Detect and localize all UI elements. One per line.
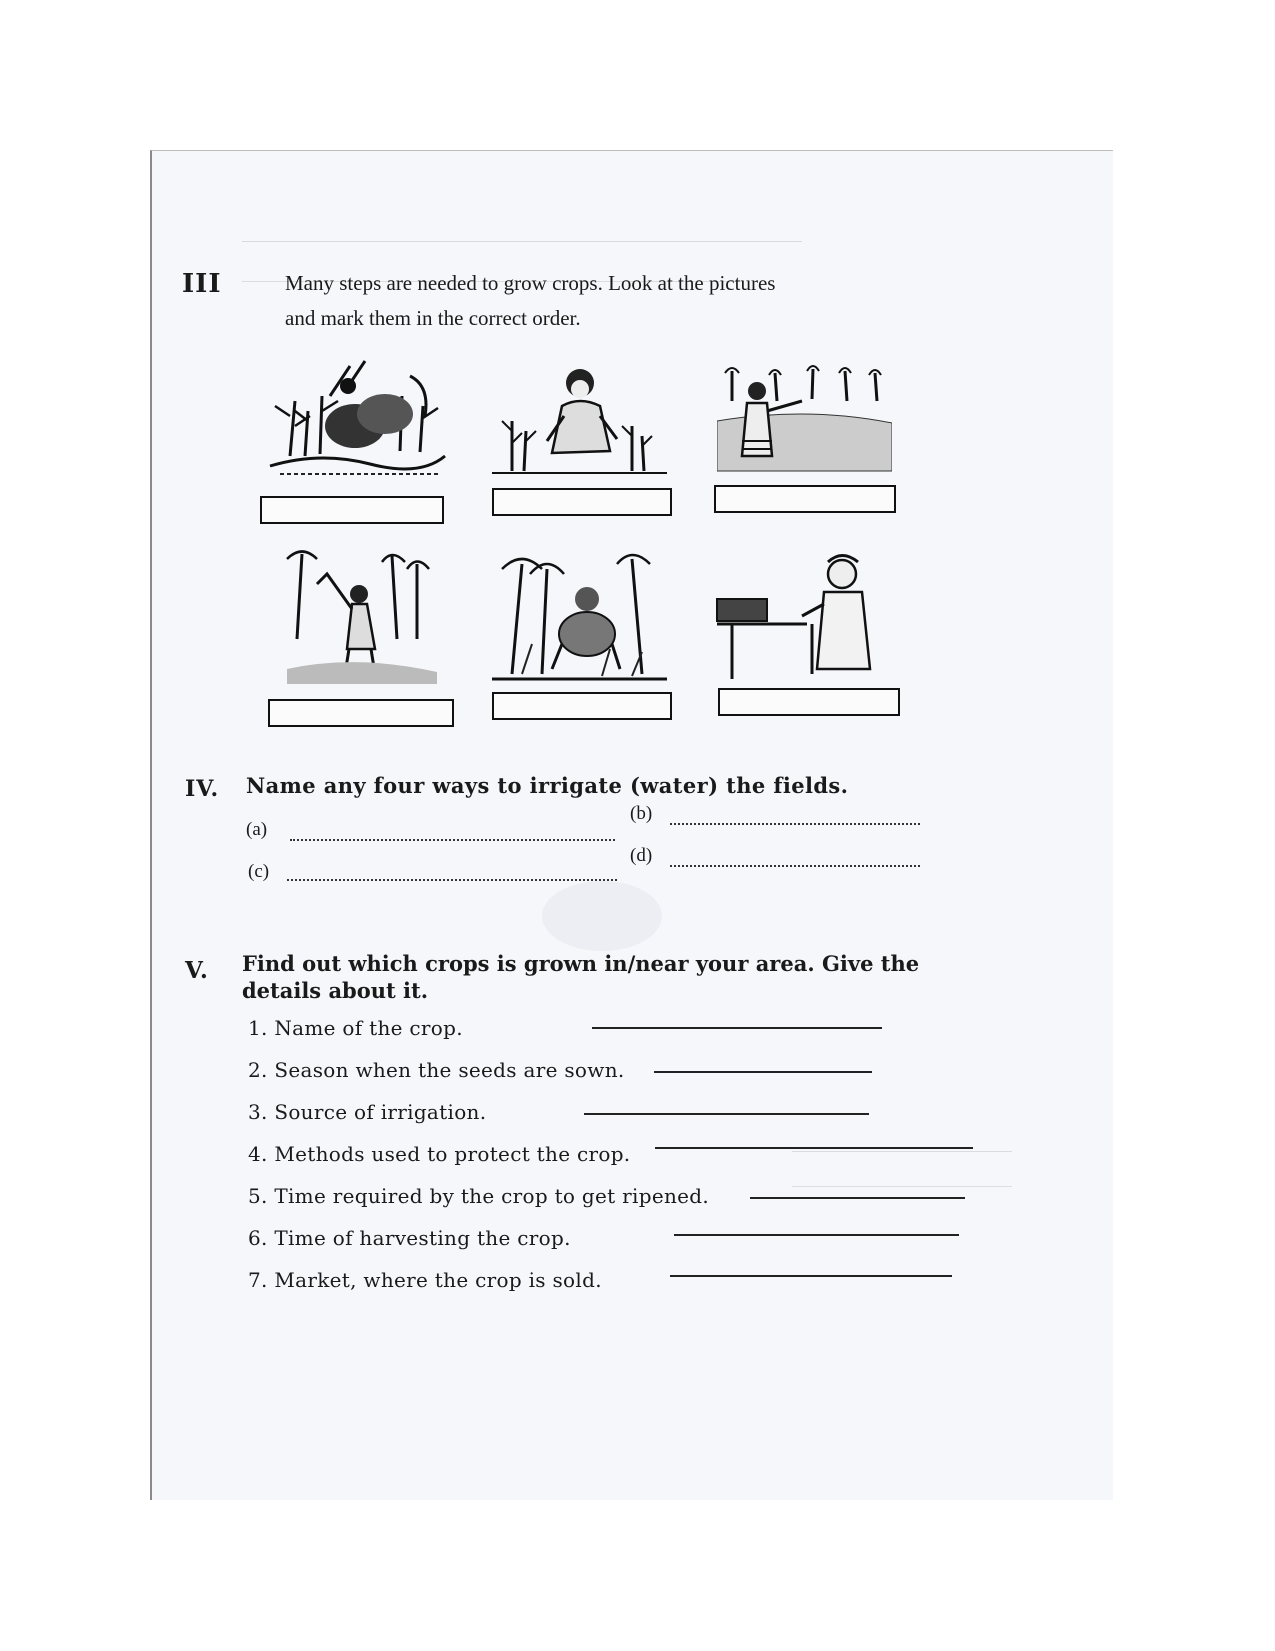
crop-detail-answer-line[interactable] (592, 1027, 882, 1029)
ploughing-field-picture (260, 356, 450, 481)
order-answer-box[interactable] (492, 488, 672, 516)
order-answer-box[interactable] (714, 485, 896, 513)
order-answer-box[interactable] (260, 496, 444, 524)
crop-detail-item: 6. Time of harvesting the crop. (248, 1226, 571, 1250)
crop-detail-item: 7. Market, where the crop is sold. (248, 1268, 602, 1292)
section-3-instruction-line-2: and mark them in the correct order. (285, 306, 581, 330)
order-answer-box[interactable] (492, 692, 672, 720)
man-weeding-picture (492, 544, 667, 689)
show-through-shape (542, 881, 662, 951)
crop-detail-item: 2. Season when the seeds are sown. (248, 1058, 625, 1082)
order-answer-box[interactable] (268, 699, 454, 727)
irrigation-label-b: (b) (630, 803, 653, 824)
crop-detail-item: 4. Methods used to protect the crop. (248, 1142, 631, 1166)
crop-detail-answer-line[interactable] (674, 1234, 959, 1236)
section-3-instruction-line-1: Many steps are needed to grow crops. Look at the pictures (285, 271, 776, 295)
section-4-question: Name any four ways to irrigate (water) the fields. (246, 773, 849, 798)
crop-detail-item: 3. Source of irrigation. (248, 1100, 487, 1124)
irrigation-label-d: (d) (630, 845, 653, 866)
irrigation-answer-d[interactable] (670, 865, 920, 867)
section-5-numeral: V. (185, 957, 209, 984)
order-answer-box[interactable] (718, 688, 900, 716)
faint-rule (242, 241, 802, 242)
worksheet-page (150, 150, 1113, 1500)
irrigation-label-c: (c) (248, 861, 270, 882)
show-through-shape (792, 1186, 1012, 1187)
section-4-numeral: IV. (185, 776, 220, 802)
crop-detail-item: 5. Time required by the crop to get ripened. (248, 1184, 710, 1208)
irrigation-answer-a[interactable] (290, 839, 615, 841)
section-5-question-line-1: Find out which crops is grown in/near your area. Give the (242, 951, 920, 976)
woman-sowing-picture (492, 361, 667, 476)
irrigation-answer-b[interactable] (670, 823, 920, 825)
irrigation-label-a: (a) (246, 819, 268, 840)
section-3-numeral: III (182, 269, 222, 299)
show-through-text (642, 211, 666, 237)
crop-detail-item: 1. Name of the crop. (248, 1016, 463, 1040)
irrigation-answer-c[interactable] (287, 879, 617, 881)
show-through-shape (792, 1151, 1012, 1152)
crop-detail-answer-line[interactable] (670, 1275, 952, 1277)
crop-detail-answer-line[interactable] (750, 1197, 965, 1199)
section-5-question-line-2: details about it. (242, 978, 429, 1003)
man-digging-picture (267, 544, 447, 689)
crop-detail-answer-line[interactable] (655, 1147, 973, 1149)
man-at-market-picture (712, 544, 897, 689)
woman-harvesting-picture (717, 361, 892, 476)
crop-detail-answer-line[interactable] (654, 1071, 872, 1073)
crop-detail-answer-line[interactable] (584, 1113, 869, 1115)
